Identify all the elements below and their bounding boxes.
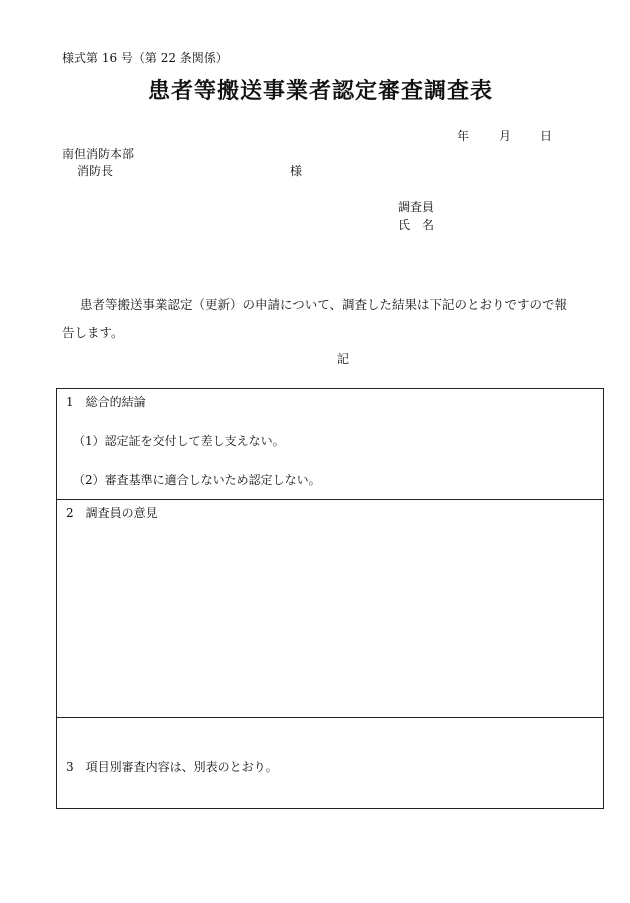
recipient-honorific: 様: [290, 164, 303, 178]
recipient-organization: 南但消防本部: [62, 147, 135, 161]
report-text-line2: 告します。: [62, 325, 124, 340]
ki-note-heading: 記: [337, 352, 350, 366]
section1-option1: （1）認定証を交付して差し支えない。: [73, 434, 285, 448]
table-divider-1: [57, 499, 603, 500]
date-day-label: 日: [540, 129, 553, 143]
date-month-label: 月: [499, 129, 512, 143]
document-title: 患者等搬送事業者認定審査調査表: [148, 78, 494, 104]
section1-option2: （2）審査基準に適合しないため認定しない。: [73, 473, 321, 487]
form-number: 様式第 16 号（第 22 条関係）: [62, 51, 228, 65]
results-table: [56, 388, 604, 809]
table-divider-2: [57, 717, 603, 718]
section2-heading: 2 調査員の意見: [66, 506, 158, 520]
date-year-label: 年: [457, 129, 470, 143]
investigator-label: 調査員: [398, 200, 435, 214]
report-text-line1: 患者等搬送事業認定（更新）の申請について、調査した結果は下記のとおりですので報: [80, 297, 568, 312]
section3-text: 3 項目別審査内容は、別表のとおり。: [66, 760, 278, 774]
recipient-position: 消防長: [77, 164, 114, 178]
section1-heading: 1 総合的結論: [66, 395, 146, 409]
investigator-name-label: 氏 名: [398, 218, 435, 232]
